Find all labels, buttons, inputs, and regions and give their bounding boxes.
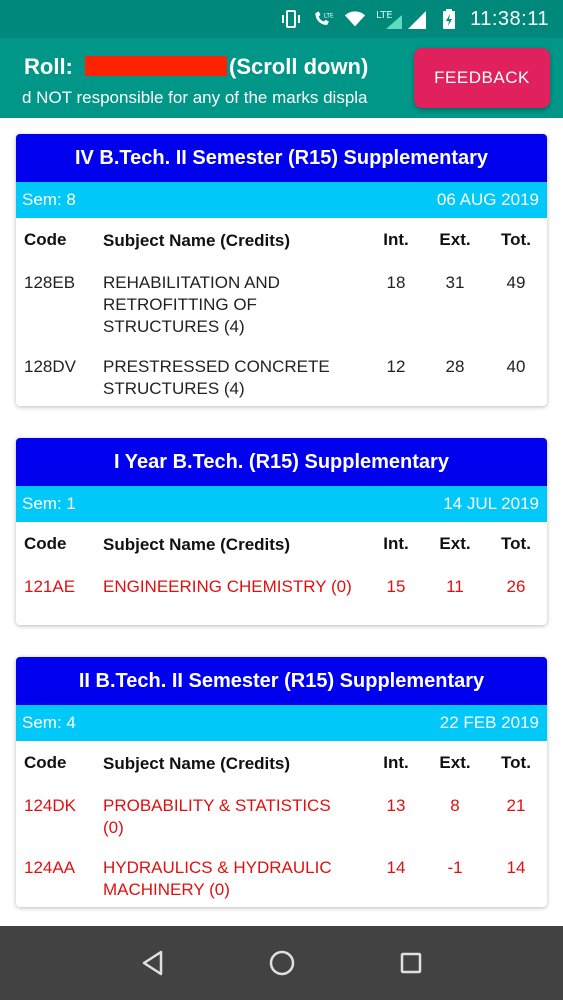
system-nav-bar — [0, 926, 563, 1000]
col-code: Code — [24, 753, 67, 772]
sem-bar — [16, 705, 547, 741]
subject-code: 121AE — [24, 577, 76, 596]
col-ext: Ext. — [439, 753, 471, 772]
external-marks: -1 — [447, 858, 463, 877]
feedback-button[interactable]: FEEDBACK — [414, 48, 550, 108]
subject-code: 124AA — [24, 858, 76, 877]
recents-square-icon[interactable] — [391, 943, 431, 983]
wifi-calling-icon — [312, 8, 334, 30]
exam-date: 14 JUL 2019 — [443, 494, 539, 513]
col-name: Subject Name (Credits) — [103, 535, 291, 554]
col-tot: Tot. — [501, 230, 531, 249]
lte-network-label: LTE — [376, 10, 393, 21]
exam-date: 06 AUG 2019 — [436, 190, 539, 209]
sem-bar — [16, 486, 547, 522]
roll-prefix: Roll: — [24, 54, 79, 79]
col-ext: Ext. — [439, 230, 471, 249]
col-tot: Tot. — [501, 534, 531, 553]
result-card — [16, 134, 547, 406]
status-icons — [280, 0, 549, 38]
table-header — [16, 522, 547, 564]
subject-code: 124DK — [24, 796, 76, 815]
wifi-icon — [344, 8, 366, 30]
external-marks: 11 — [446, 577, 464, 596]
col-int: Int. — [383, 230, 409, 249]
subject-name: HYDRAULICS & HYDRAULIC MACHINERY (0) — [103, 858, 332, 899]
results-list[interactable] — [0, 118, 563, 926]
table-row — [16, 783, 547, 845]
table-row — [16, 344, 547, 404]
exam-date: 22 FEB 2019 — [439, 713, 539, 732]
subject-name: PROBABILITY & STATISTICS (0) — [103, 796, 331, 837]
subject-code: 128EB — [24, 273, 76, 292]
lte-label: LTE — [323, 13, 334, 20]
redacted-roll-number — [85, 56, 227, 76]
subject-name: PRESTRESSED CONCRETE STRUCTURES (4) — [103, 357, 330, 398]
total-marks: 40 — [506, 357, 526, 376]
col-ext: Ext. — [439, 534, 471, 553]
external-marks: 28 — [445, 357, 465, 376]
internal-marks: 13 — [386, 796, 406, 815]
col-code: Code — [24, 230, 67, 249]
table-header — [16, 218, 547, 260]
col-name: Subject Name (Credits) — [103, 754, 291, 773]
table-row — [16, 845, 547, 905]
total-marks: 26 — [506, 577, 526, 596]
subject-name: REHABILITATION AND RETROFITTING OF STRUCTURES (4) — [103, 273, 280, 336]
semester-label: Sem: 1 — [22, 494, 76, 513]
battery-charging-icon — [438, 8, 460, 30]
semester-label: Sem: 8 — [22, 190, 76, 209]
semester-label: Sem: 4 — [22, 713, 76, 732]
exam-title: I Year B.Tech. (R15) Supplementary — [16, 438, 547, 486]
total-marks: 14 — [506, 858, 526, 877]
home-circle-icon[interactable] — [262, 943, 302, 983]
table-row — [16, 564, 547, 624]
scroll-hint: (Scroll down) — [229, 54, 369, 79]
subject-code: 128DV — [24, 357, 76, 376]
vibrate-icon — [280, 8, 302, 30]
exam-title: IV B.Tech. II Semester (R15) Supplementary — [16, 134, 547, 182]
col-int: Int. — [383, 753, 409, 772]
table-header — [16, 741, 547, 783]
clock: 11:38:11 — [470, 7, 549, 30]
total-marks: 49 — [506, 273, 526, 292]
back-triangle-icon[interactable] — [133, 943, 173, 983]
status-bar — [0, 0, 563, 38]
internal-marks: 18 — [386, 273, 406, 292]
app-header — [0, 38, 563, 118]
subject-name: ENGINEERING CHEMISTRY (0) — [103, 577, 352, 596]
col-name: Subject Name (Credits) — [103, 231, 291, 250]
result-card — [16, 657, 547, 907]
signal-lte-icon — [376, 8, 428, 30]
exam-title: II B.Tech. II Semester (R15) Supplementary — [16, 657, 547, 705]
disclaimer-marquee: d NOT responsible for any of the marks displa — [22, 88, 368, 107]
col-code: Code — [24, 534, 67, 553]
table-row — [16, 260, 547, 344]
col-tot: Tot. — [501, 753, 531, 772]
internal-marks: 12 — [386, 357, 406, 376]
internal-marks: 15 — [386, 577, 406, 596]
col-int: Int. — [383, 534, 409, 553]
total-marks: 21 — [506, 796, 526, 815]
external-marks: 8 — [450, 796, 460, 815]
sem-bar — [16, 182, 547, 218]
roll-line — [24, 54, 368, 80]
result-card — [16, 438, 547, 625]
internal-marks: 14 — [386, 858, 406, 877]
external-marks: 31 — [445, 273, 465, 292]
